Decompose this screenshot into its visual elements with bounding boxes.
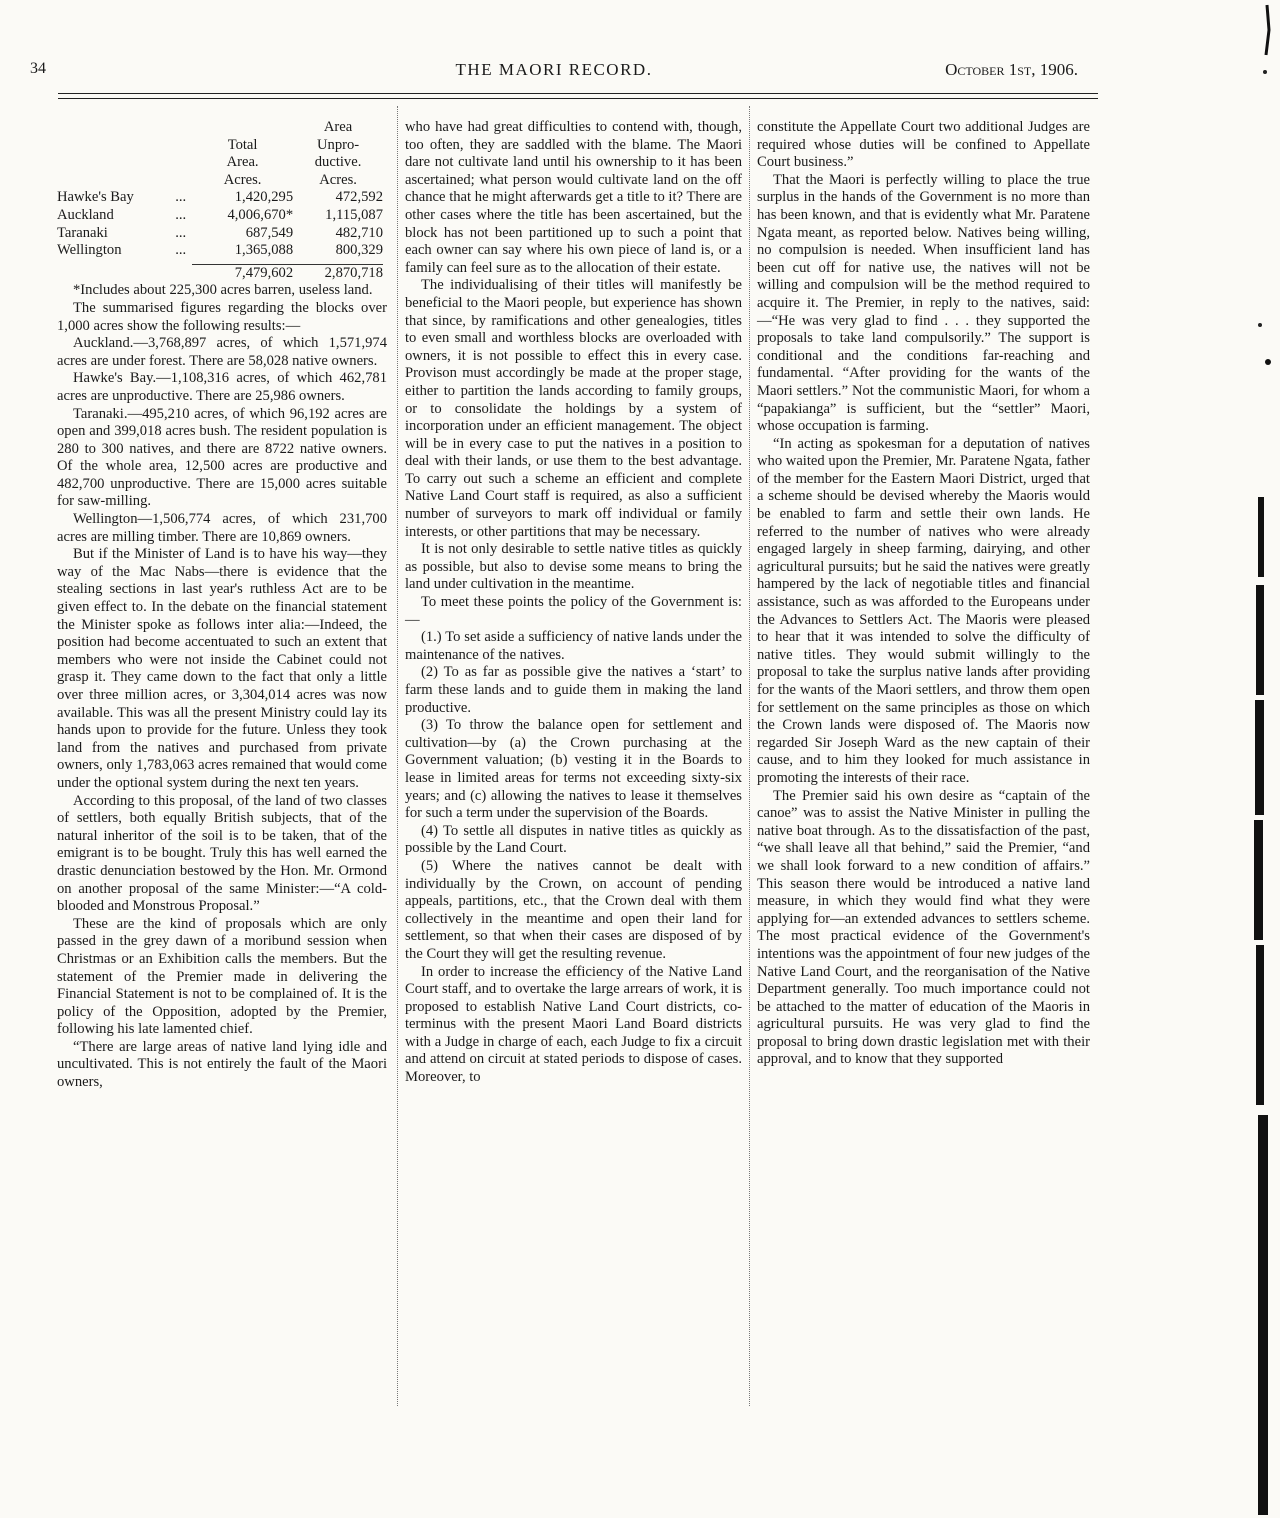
unproductive-cell: 482,710 (335, 224, 383, 241)
header-rule-top (58, 93, 1098, 94)
paragraph: That the Maori is perfectly willing to place the true surplus in the hands of the Government is no more than has been known, and that is evidently what Mr. Paratene Ngata meant, as reported below. Natives being willing, no compulsion is needed. When insufficient land has been cut off for native use, the natives will not be willing and compulsion will be the method required to acquire it. The Premier, in reply to the natives, said:—“He was very glad to find . . . they supported the proposals to take land compulsorily.” The support is conditional and the conditions far-reaching and fundamental. “After providing for the wants of the Maori settlers.” Not the communistic Maori, for whom a “papakianga” is sufficient, but the “settler” Maori, whose occupation is farming. (757, 171, 1090, 435)
paragraph: The individualising of their titles will manifestly be beneficial to the Maori people, but experience has shown that since, by ramifications and other genealogies, titles to even small and worthless blocks are overloaded with owners, it is not possible to effect this in every case. Provison must accordingly be made at the proper stage, either to partition the lands according to family groups, or to consolidate the holdings by a system of incorporation under an efficient management. The object will be in every case to put the natives in a position to deal with their lands, or use them to the best advantage. To carry out such a scheme an efficient and complete Native Land Court staff is required, as also a sufficient number of surveyors to mark off individual or family interests, or other partitions that may be necessary. (405, 277, 742, 540)
header-cell: Area (323, 119, 353, 135)
table-row (57, 242, 383, 260)
paragraph: “There are large areas of native land lying idle and uncultivated. This is not entirely the fault of the Maori owners, (57, 1038, 387, 1091)
leader-dots: ... (175, 224, 187, 241)
grand-total-cell: 7,479,602 (234, 264, 294, 281)
table-row (57, 189, 383, 207)
leader-dots: ... (175, 206, 187, 223)
page-header (30, 60, 1078, 86)
table-row (57, 207, 383, 225)
column-2 (405, 119, 742, 1087)
table-footnote: *Includes about 225,300 acres barren, useless land. (73, 282, 373, 299)
district-cell: Auckland (57, 206, 114, 223)
issue-date: October 1st, 1906. (945, 60, 1078, 79)
scan-edge-marks (1170, 0, 1280, 1518)
policy-item: (4) To settle all disputes in native titles as quickly as possible by the Land Court. (405, 822, 742, 857)
total-cell: 1,420,295 (234, 189, 294, 206)
paragraph: constitute the Appellate Court two additional Judges are required whose duties will be confined to Appellate Court business.” (757, 119, 1090, 171)
column-divider-2 (749, 106, 750, 1406)
district-cell: Taranaki (57, 224, 108, 241)
paragraph: “In acting as spokesman for a deputation of natives who waited upon the Premier, Mr. Paratene Ngata, father of the member for the Eastern Maori District, urged that a scheme should be devised whereby the Maoris would be enabled to farm and settle their own lands. He referred to the number of natives who were already engaged largely in sheep farming, dairying, and other agricultural pursuits; but he said the natives were greatly hampered by the lack of negotiable titles and financial assistance, such as was afforded to the Europeans under the Advances to Settlers Act. The Maoris were pleased to hear that it was intended to solve the difficulty of native titles. They would submit willingly to the proposal to take the surplus native lands after providing for the wants of the Maori settlers, and throw them open for settlement on the same principles as those on which the Crown lands were disposed of. The Maoris now regarded Sir Joseph Ward as the new captain of their cause, and to him they looked for much assistance in promoting the interests of their race. (757, 435, 1090, 786)
district-cell: Wellington (57, 242, 122, 259)
grand-unproductive-cell: 2,870,718 (324, 264, 383, 281)
page-number: 34 (30, 60, 46, 77)
leader-dots: ... (175, 189, 187, 206)
header-rule-bottom (58, 98, 1098, 99)
header-cell: Acres. (223, 171, 262, 188)
unproductive-cell: 800,329 (335, 242, 383, 259)
column-3 (757, 119, 1090, 1069)
total-cell: 687,549 (245, 224, 294, 241)
total-cell: 1,365,088 (234, 242, 294, 259)
paragraph: The summarised figures regarding the blocks over 1,000 acres show the following results:— (57, 299, 387, 334)
header-cell: Total (227, 136, 258, 153)
leader-dots: ... (175, 242, 187, 259)
header-cell: Unpro- (316, 136, 360, 153)
unproductive-cell: 472,592 (335, 189, 383, 206)
paragraph: It is not only desirable to settle native titles as quickly as possible, but also to devise some means to bring the land under cultivation in the meantime. (405, 541, 742, 593)
paragraph: who have had great difficulties to contend with, though, too often, they are saddled with the blame. The Maori dare not cultivate land until his ownership to it has been ascertained; what person would cultivate land on the off chance that he might afterwards get a title to it? There are other cases where the title has been ascertained, but the block has not been partitioned up to such a point that each owner can say where his own piece of land is, or a family can feel sure as to the allocation of their estate. (405, 119, 742, 276)
policy-item: (1.) To set aside a sufficiency of native lands under the maintenance of the natives. (405, 629, 742, 663)
header-cell: ductive. (314, 154, 362, 171)
column-divider-1 (397, 106, 398, 1406)
policy-item: (5) Where the natives cannot be dealt with individually by the Crown, on account of pending appeals, partitions, etc., that the Crown deal with them collectively in the meantime and open their land for settlement, so that when their cases are disposed of by the Court they will get the resulting revenue. (405, 857, 742, 962)
paragraph: The Premier said his own desire as “captain of the canoe” was to assist the Native Minister in pulling the native boat through. As to the dissatisfaction of the past, “we shall leave all that behind,” said the Premier, “and we shall look forward to a new condition of affairs.” This season there would be introduced a native land measure, in which they would find what they were applying for—an extended advances to settlers scheme. The most practical evidence of the Government's intentions was the appointment of four new judges of the Native Land Court, and the reorganisation of the Native Department generally. Too much importance could not be attached to the matter of education of the Maoris in agricultural pursuits. He was very glad to find the proposal to bring down drastic legislation met with their approval, and to know that they supported (757, 787, 1090, 1068)
header-cell: Acres. (319, 171, 357, 188)
paragraph: These are the kind of proposals which are only passed in the grey dawn of a moribund session when Christmas or an Exhibition calls the members. But the statement of the Premier made in delivering the Financial Statement is not to be complained of. It is the policy of the Opposition, adopted by the Premier, following his late lamented chief. (57, 915, 387, 1038)
paragraph: According to this proposal, of the land of two classes of settlers, both equally British subjects, that of the natural inheritor of the soil is to be taken, that of the emigrant is to be bought. Truly this has well earned the drastic denunciation bestowed by the Hon. Mr. Ormond on another proposal of the same Minister:—“A cold-blooded and Monstrous Proposal.” (57, 792, 387, 915)
policy-item: (2) To as far as possible give the natives a ‘start’ to farm these lands and to guide them in making the land productive. (405, 664, 742, 716)
totals-row (57, 264, 383, 282)
paragraph: To meet these points the policy of the Government is:— (405, 594, 742, 628)
paragraph: Wellington—1,506,774 acres, of which 231,700 acres are milling timber. There are 10,869 owners. (57, 511, 387, 545)
paragraph: Auckland.—3,768,897 acres, of which 1,571,974 acres are under forest. There are 58,028 native owners. (57, 335, 387, 369)
acreage-table (57, 119, 383, 282)
paragraph: In order to increase the efficiency of the Native Land Court staff, and to overtake the large arrears of work, it is proposed to establish Native Land Court districts, co-terminus with the present Maori Land Board districts with a Judge in charge of each, each Judge to fix a circuit and attend on circuit at stated periods to dispose of cases. Moreover, to (405, 963, 742, 1086)
paragraph: Taranaki.—495,210 acres, of which 96,192 acres are open and 399,018 acres bush. The resident population is 280 to 300 natives, and there are 8722 native owners. Of the whole area, 12,500 acres are productive and 482,700 unproductive. There are 15,000 acres suitable for saw-milling. (57, 405, 387, 510)
column-1 (57, 119, 387, 1092)
unproductive-cell: 1,115,087 (325, 206, 383, 223)
district-cell: Hawke's Bay (57, 189, 134, 206)
paragraph: Hawke's Bay.—1,108,316 acres, of which 462,781 acres are unproductive. There are 25,986 owners. (57, 370, 387, 404)
paragraph: But if the Minister of Land is to have his way—they way of the Mac Nabs—there is evidence that the stealing sections in last year's ruthless Act are to be given effect to. In the debate on the financial statement the Minister spoke as follows inter alia:—Indeed, the position had become accentuated to such an extent that members who were not inside the Cabinet could not grasp it. They came down to the fact that only a little over three million acres, or 3,304,014 acres was now available. This was all the present Ministry could lay its hands upon to provide for the future. Unless they took land from the natives and purchased from private owners, only 1,783,063 acres remained that would come under the optional system during the next ten years. (57, 546, 387, 791)
table-row (57, 225, 383, 243)
total-cell: 4,006,670* (227, 206, 294, 223)
publication-title: THE MAORI RECORD. (455, 60, 653, 79)
header-cell: Area. (226, 154, 259, 171)
policy-item: (3) To throw the balance open for settlement and cultivation—by (a) the Crown purchasing at the Government valuation; (b) vesting it in the Boards to lease in limited areas for terms not exceeding sixty-six years; and (c) allowing the natives to lease it themselves for such a term under the supervision of the Boards. (405, 717, 742, 822)
